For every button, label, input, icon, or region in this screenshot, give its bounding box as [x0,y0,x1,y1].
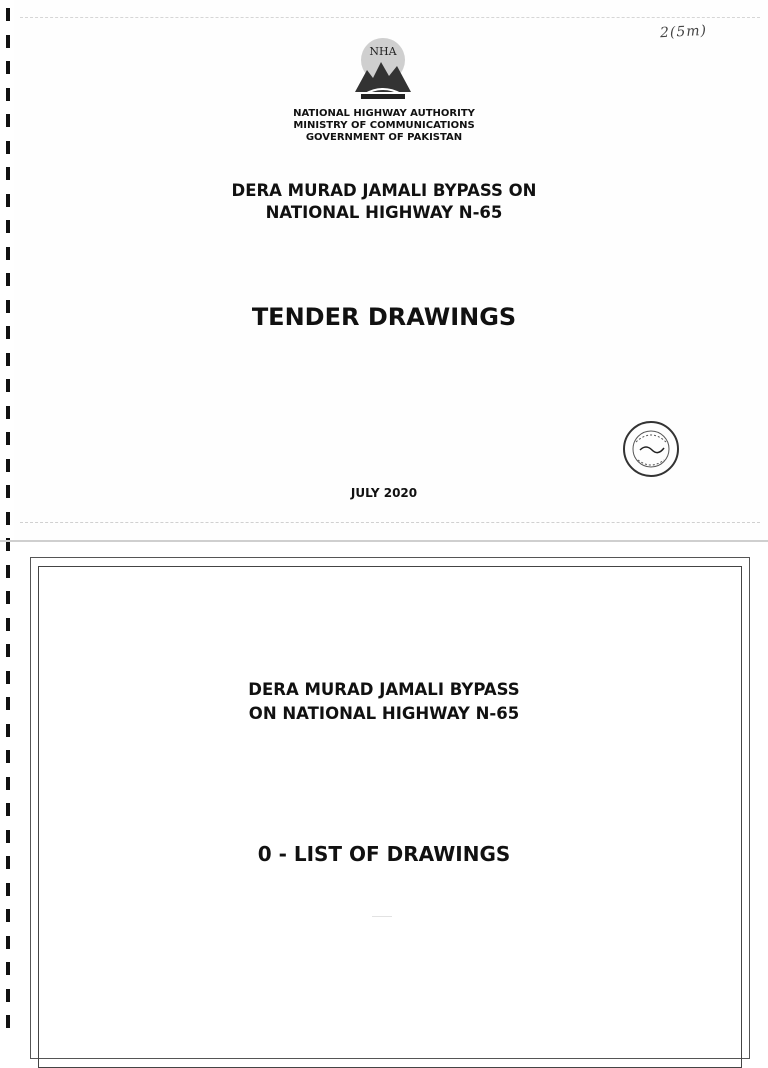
binding-hole [6,644,10,657]
binding-hole [6,591,10,604]
binding-hole [6,512,10,525]
document-date: JULY 2020 [350,486,418,500]
authority-line-3: GOVERNMENT OF PAKISTAN [305,132,463,143]
binding-hole [6,273,10,286]
handwritten-note: 2(5m) [659,22,708,42]
section-title: 0 - LIST OF DRAWINGS [257,842,511,866]
binding-hole [6,459,10,472]
binding-hole [6,803,10,816]
project-title-line-2: NATIONAL HIGHWAY N-65 [265,203,503,222]
binding-hole [6,777,10,790]
binding-hole [6,406,10,419]
binding-hole [6,565,10,578]
binding-hole [6,247,10,260]
binding-hole [6,167,10,180]
binding-hole [6,8,10,21]
binding-hole [6,750,10,763]
drawing-frame-inner [38,566,742,1068]
scan-line [20,522,760,524]
binding-hole [6,724,10,737]
binding-hole [6,618,10,631]
binding-hole [6,989,10,1002]
binding-strip [6,0,12,1024]
list-project-title-line-1: DERA MURAD JAMALI BYPASS [248,680,520,699]
binding-hole [6,909,10,922]
binding-hole [6,61,10,74]
binding-hole [6,1015,10,1028]
binding-hole [6,432,10,445]
binding-hole [6,35,10,48]
binding-hole [6,379,10,392]
document-title: TENDER DRAWINGS [251,303,517,331]
authority-line-2: MINISTRY OF COMMUNICATIONS [293,120,475,131]
binding-hole [6,936,10,949]
binding-hole [6,830,10,843]
logo-text: NHA [369,45,397,58]
scan-line [20,17,760,19]
authority-line-1: NATIONAL HIGHWAY AUTHORITY [293,108,475,119]
nha-logo-icon [347,36,419,104]
binding-hole [6,353,10,366]
binding-hole [6,88,10,101]
scan-artifact [372,916,392,917]
list-project-title-line-2: ON NATIONAL HIGHWAY N-65 [248,704,520,723]
official-seal-icon [622,420,680,478]
project-title-line-1: DERA MURAD JAMALI BYPASS ON [231,181,537,200]
binding-hole [6,962,10,975]
binding-hole [6,883,10,896]
